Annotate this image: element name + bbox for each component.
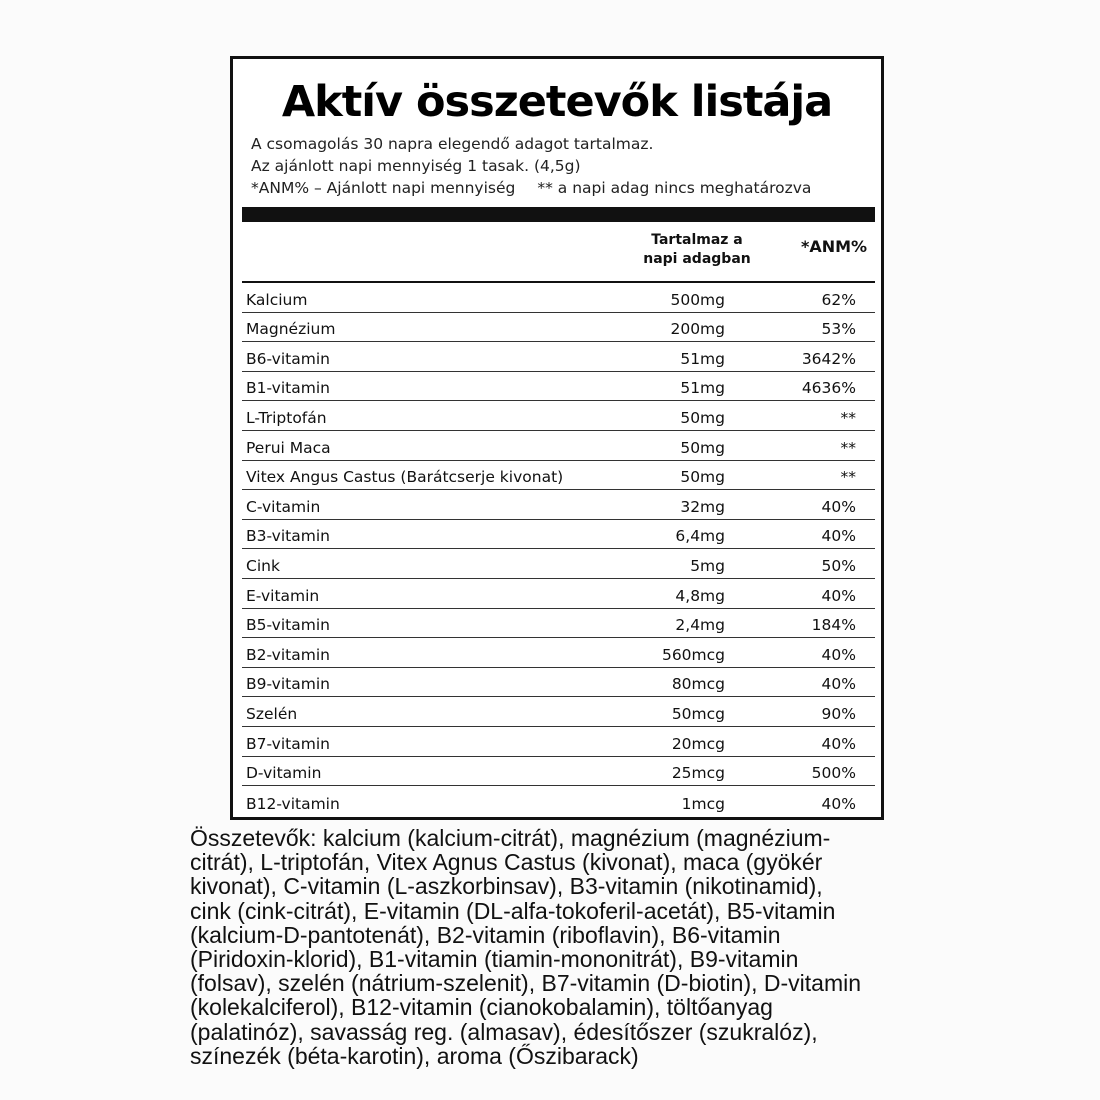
row-name: Vitex Angus Castus (Barátcserje kivonat) <box>246 468 564 487</box>
note-servings: A csomagolás 30 napra elegendő adagot tartalmaz. <box>251 135 654 153</box>
row-name: C-vitamin <box>246 497 321 516</box>
row-anm: 62% <box>821 290 856 309</box>
table-row <box>242 579 875 609</box>
note-anm-legend: *ANM% – Ajánlott napi mennyiség <box>251 179 516 197</box>
ingredients-list: Összetevők: kalcium (kalcium-citrát), magnézium (magnézium- citrát), L-triptofán, Vitex Agnus Castus (kivonat), maca (gyökér kivonat), C-vitamin (L-aszkorbinsav), B3-vitamin (nikotinamid), cink (cink-citrát), E-vitamin (DL-alfa-tokoferil-acetát), B5-vitamin (kalcium-D-pantotenát), B2-vitamin (riboflavin), B6-vitamin (Piridoxin-klorid), B1-vitamin (tiamin-mononitrát), B9-vitamin (folsav), szelén (nátrium-szelenit), B7-vitamin (D-biotin), D-vitamin (kolekalciferol), B12-vitamin (cianokobalamin), töltőanyag (palatinóz), savasság reg. (almasav), édesítőszer (szukralóz), színezék (béta-karotin), aroma (Őszibarack) <box>190 825 861 1069</box>
row-anm: 40% <box>821 675 856 694</box>
table-row <box>242 727 875 757</box>
row-amount: 500mg <box>670 290 725 309</box>
row-name: Kalcium <box>246 290 308 309</box>
row-name: Cink <box>246 556 280 575</box>
nutrition-label <box>230 56 884 820</box>
row-amount: 200mg <box>670 320 725 339</box>
table-row <box>242 342 875 372</box>
row-anm: 3642% <box>801 349 856 368</box>
row-name: Magnézium <box>246 320 336 339</box>
row-name: B5-vitamin <box>246 616 330 635</box>
note-undefined-legend: ** a napi adag nincs meghatározva <box>537 179 812 197</box>
row-anm: 50% <box>821 556 856 575</box>
table-row <box>242 757 875 787</box>
table-row <box>242 401 875 431</box>
row-anm: 40% <box>821 734 856 753</box>
row-name: E-vitamin <box>246 586 320 605</box>
table-row <box>242 786 875 816</box>
row-amount: 5mg <box>690 556 725 575</box>
row-amount: 50mg <box>680 408 725 427</box>
row-name: Szelén <box>246 704 298 723</box>
column-header-amount-line1: Tartalmaz a <box>651 232 743 248</box>
column-header-amount <box>617 231 777 269</box>
row-amount: 50mg <box>680 438 725 457</box>
row-amount: 51mg <box>680 379 725 398</box>
row-anm: 40% <box>821 527 856 546</box>
note-legend <box>251 179 811 197</box>
row-amount: 50mcg <box>671 704 725 723</box>
table-row <box>242 638 875 668</box>
row-anm: 90% <box>821 704 856 723</box>
row-name: B1-vitamin <box>246 379 330 398</box>
note-daily-dose: Az ajánlott napi mennyiség 1 tasak. (4,5g) <box>251 157 581 175</box>
row-anm: 40% <box>821 794 856 813</box>
table-row <box>242 549 875 579</box>
row-amount: 2,4mg <box>675 616 725 635</box>
row-name: B3-vitamin <box>246 527 330 546</box>
row-anm: 184% <box>811 616 856 635</box>
row-amount: 50mg <box>680 468 725 487</box>
row-name: L-Triptofán <box>246 408 327 427</box>
table-row <box>242 313 875 343</box>
column-header-amount-line2: napi adagban <box>643 251 751 267</box>
header-divider-bar <box>242 207 875 222</box>
row-anm: 40% <box>821 645 856 664</box>
row-name: B2-vitamin <box>246 645 330 664</box>
row-amount: 51mg <box>680 349 725 368</box>
table-row <box>242 697 875 727</box>
row-anm: 40% <box>821 586 856 605</box>
table-row <box>242 372 875 402</box>
row-amount: 1mcg <box>681 794 725 813</box>
table-row <box>242 668 875 698</box>
row-name: B12-vitamin <box>246 794 340 813</box>
row-anm: 500% <box>811 764 856 783</box>
row-name: B9-vitamin <box>246 675 330 694</box>
ingredient-table <box>242 283 875 816</box>
table-row <box>242 283 875 313</box>
row-anm: ** <box>840 468 856 487</box>
row-amount: 25mcg <box>671 764 725 783</box>
table-row <box>242 431 875 461</box>
row-amount: 4,8mg <box>675 586 725 605</box>
row-anm: ** <box>840 408 856 427</box>
table-row <box>242 609 875 639</box>
row-amount: 80mcg <box>671 675 725 694</box>
row-anm: ** <box>840 438 856 457</box>
row-name: B6-vitamin <box>246 349 330 368</box>
row-name: B7-vitamin <box>246 734 330 753</box>
row-anm: 4636% <box>801 379 856 398</box>
table-row <box>242 520 875 550</box>
row-amount: 20mcg <box>671 734 725 753</box>
table-row <box>242 490 875 520</box>
table-row <box>242 461 875 491</box>
row-anm: 53% <box>821 320 856 339</box>
row-name: Perui Maca <box>246 438 331 457</box>
column-header-anm: *ANM% <box>800 237 868 256</box>
row-name: D-vitamin <box>246 764 322 783</box>
row-amount: 6,4mg <box>675 527 725 546</box>
row-amount: 32mg <box>680 497 725 516</box>
row-anm: 40% <box>821 497 856 516</box>
row-amount: 560mcg <box>661 645 725 664</box>
label-title: Aktív összetevők listája <box>281 77 833 127</box>
